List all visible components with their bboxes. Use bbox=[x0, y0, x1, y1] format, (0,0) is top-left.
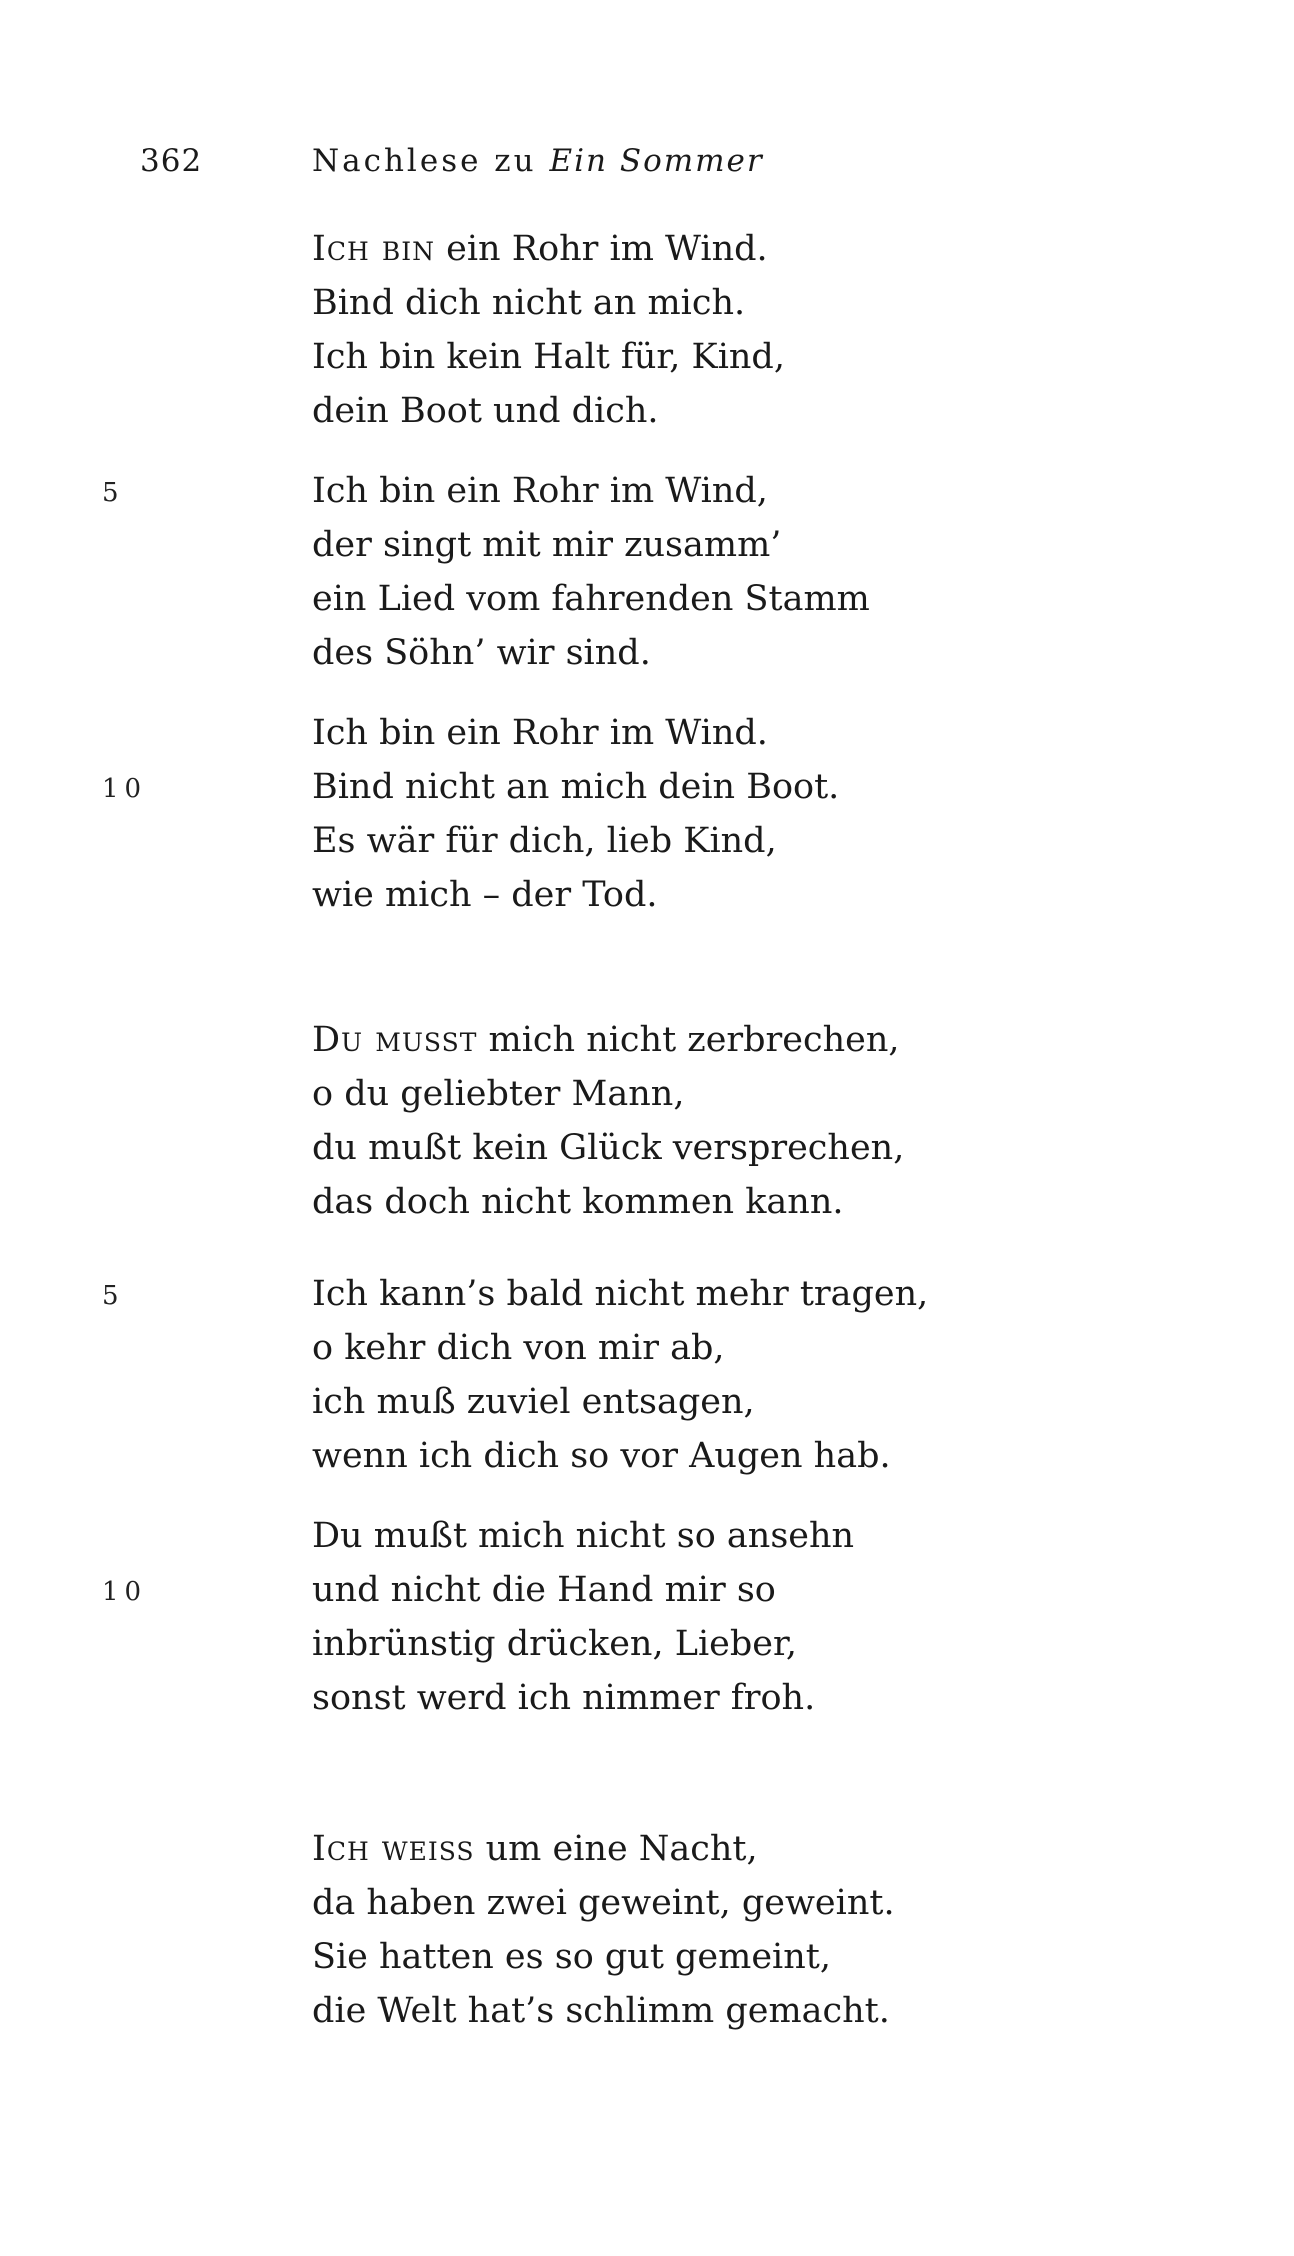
poem-line: Bind dich nicht an mich. bbox=[312, 283, 746, 323]
poem-line bbox=[102, 1267, 1072, 1321]
poem-ich-bin bbox=[102, 222, 1072, 922]
poem-line bbox=[312, 222, 1072, 276]
poem-line: das doch nicht kommen kann. bbox=[312, 1182, 844, 1222]
running-title-work: Ein Sommer bbox=[549, 143, 764, 179]
poem-line: Du mußt mich nicht so ansehn bbox=[312, 1516, 855, 1556]
poem-du-musst bbox=[102, 1013, 1072, 1725]
poem-line: der singt mit mir zusamm’ bbox=[312, 525, 782, 565]
line-text: Ich kann’s bald nicht mehr tragen, bbox=[312, 1274, 929, 1314]
line-text: mich nicht zerbrechen, bbox=[477, 1020, 900, 1060]
line-text: um eine Nacht, bbox=[474, 1829, 758, 1869]
poem-line bbox=[312, 1013, 1072, 1067]
poem-line: Ich bin kein Halt für, Kind, bbox=[312, 337, 785, 377]
poem-line: o kehr dich von mir ab, bbox=[312, 1328, 725, 1368]
poem-line: die Welt hat’s schlimm gemacht. bbox=[312, 1991, 890, 2031]
poem-line: ein Lied vom fahrenden Stamm bbox=[312, 579, 870, 619]
line-number: 5 bbox=[102, 478, 125, 508]
line-number: 10 bbox=[102, 1577, 148, 1607]
poem-line bbox=[312, 1822, 1072, 1876]
line-text: Bind nicht an mich dein Boot. bbox=[312, 767, 840, 807]
running-title-prefix: Nachlese zu bbox=[312, 143, 537, 179]
poem-line bbox=[102, 464, 1072, 518]
poem-line: Es wär für dich, lieb Kind, bbox=[312, 821, 777, 861]
line-text: ein Rohr im Wind. bbox=[435, 229, 768, 269]
poem-line: des Söhn’ wir sind. bbox=[312, 633, 651, 673]
poem-line: wenn ich dich so vor Augen hab. bbox=[312, 1436, 891, 1476]
stanza bbox=[312, 1013, 1072, 1229]
line-number: 10 bbox=[102, 774, 148, 804]
incipit-small-caps: Ich bin bbox=[312, 229, 436, 269]
incipit-small-caps: Ich weiss bbox=[312, 1829, 475, 1869]
poem-line: ich muß zuviel entsagen, bbox=[312, 1382, 755, 1422]
poem-line: du mußt kein Glück versprechen, bbox=[312, 1128, 905, 1168]
poem-line: wie mich – der Tod. bbox=[312, 875, 658, 915]
incipit-small-caps: Du musst bbox=[312, 1020, 478, 1060]
running-title bbox=[312, 136, 764, 186]
line-text: Ich bin ein Rohr im Wind, bbox=[312, 471, 768, 511]
poem-ich-weiss bbox=[312, 1822, 1072, 2038]
poem-line: dein Boot und dich. bbox=[312, 391, 659, 431]
poem-line: sonst werd ich nimmer froh. bbox=[312, 1678, 816, 1718]
poem-line bbox=[102, 1563, 1072, 1617]
line-number: 5 bbox=[102, 1281, 125, 1311]
poem-line bbox=[102, 760, 1072, 814]
poem-line: Ich bin ein Rohr im Wind. bbox=[312, 713, 768, 753]
poem-line: inbrünstig drücken, Lieber, bbox=[312, 1624, 797, 1664]
page-number: 362 bbox=[140, 143, 203, 179]
line-text: und nicht die Hand mir so bbox=[312, 1570, 776, 1610]
stanza bbox=[102, 1267, 1072, 1483]
stanza bbox=[312, 222, 1072, 438]
stanza bbox=[102, 706, 1072, 922]
poem-line: o du geliebter Mann, bbox=[312, 1074, 685, 1114]
stanza bbox=[312, 1822, 1072, 2038]
stanza bbox=[102, 464, 1072, 680]
stanza bbox=[102, 1509, 1072, 1725]
poem-line: Sie hatten es so gut gemeint, bbox=[312, 1937, 831, 1977]
poem-line: da haben zwei geweint, geweint. bbox=[312, 1883, 895, 1923]
